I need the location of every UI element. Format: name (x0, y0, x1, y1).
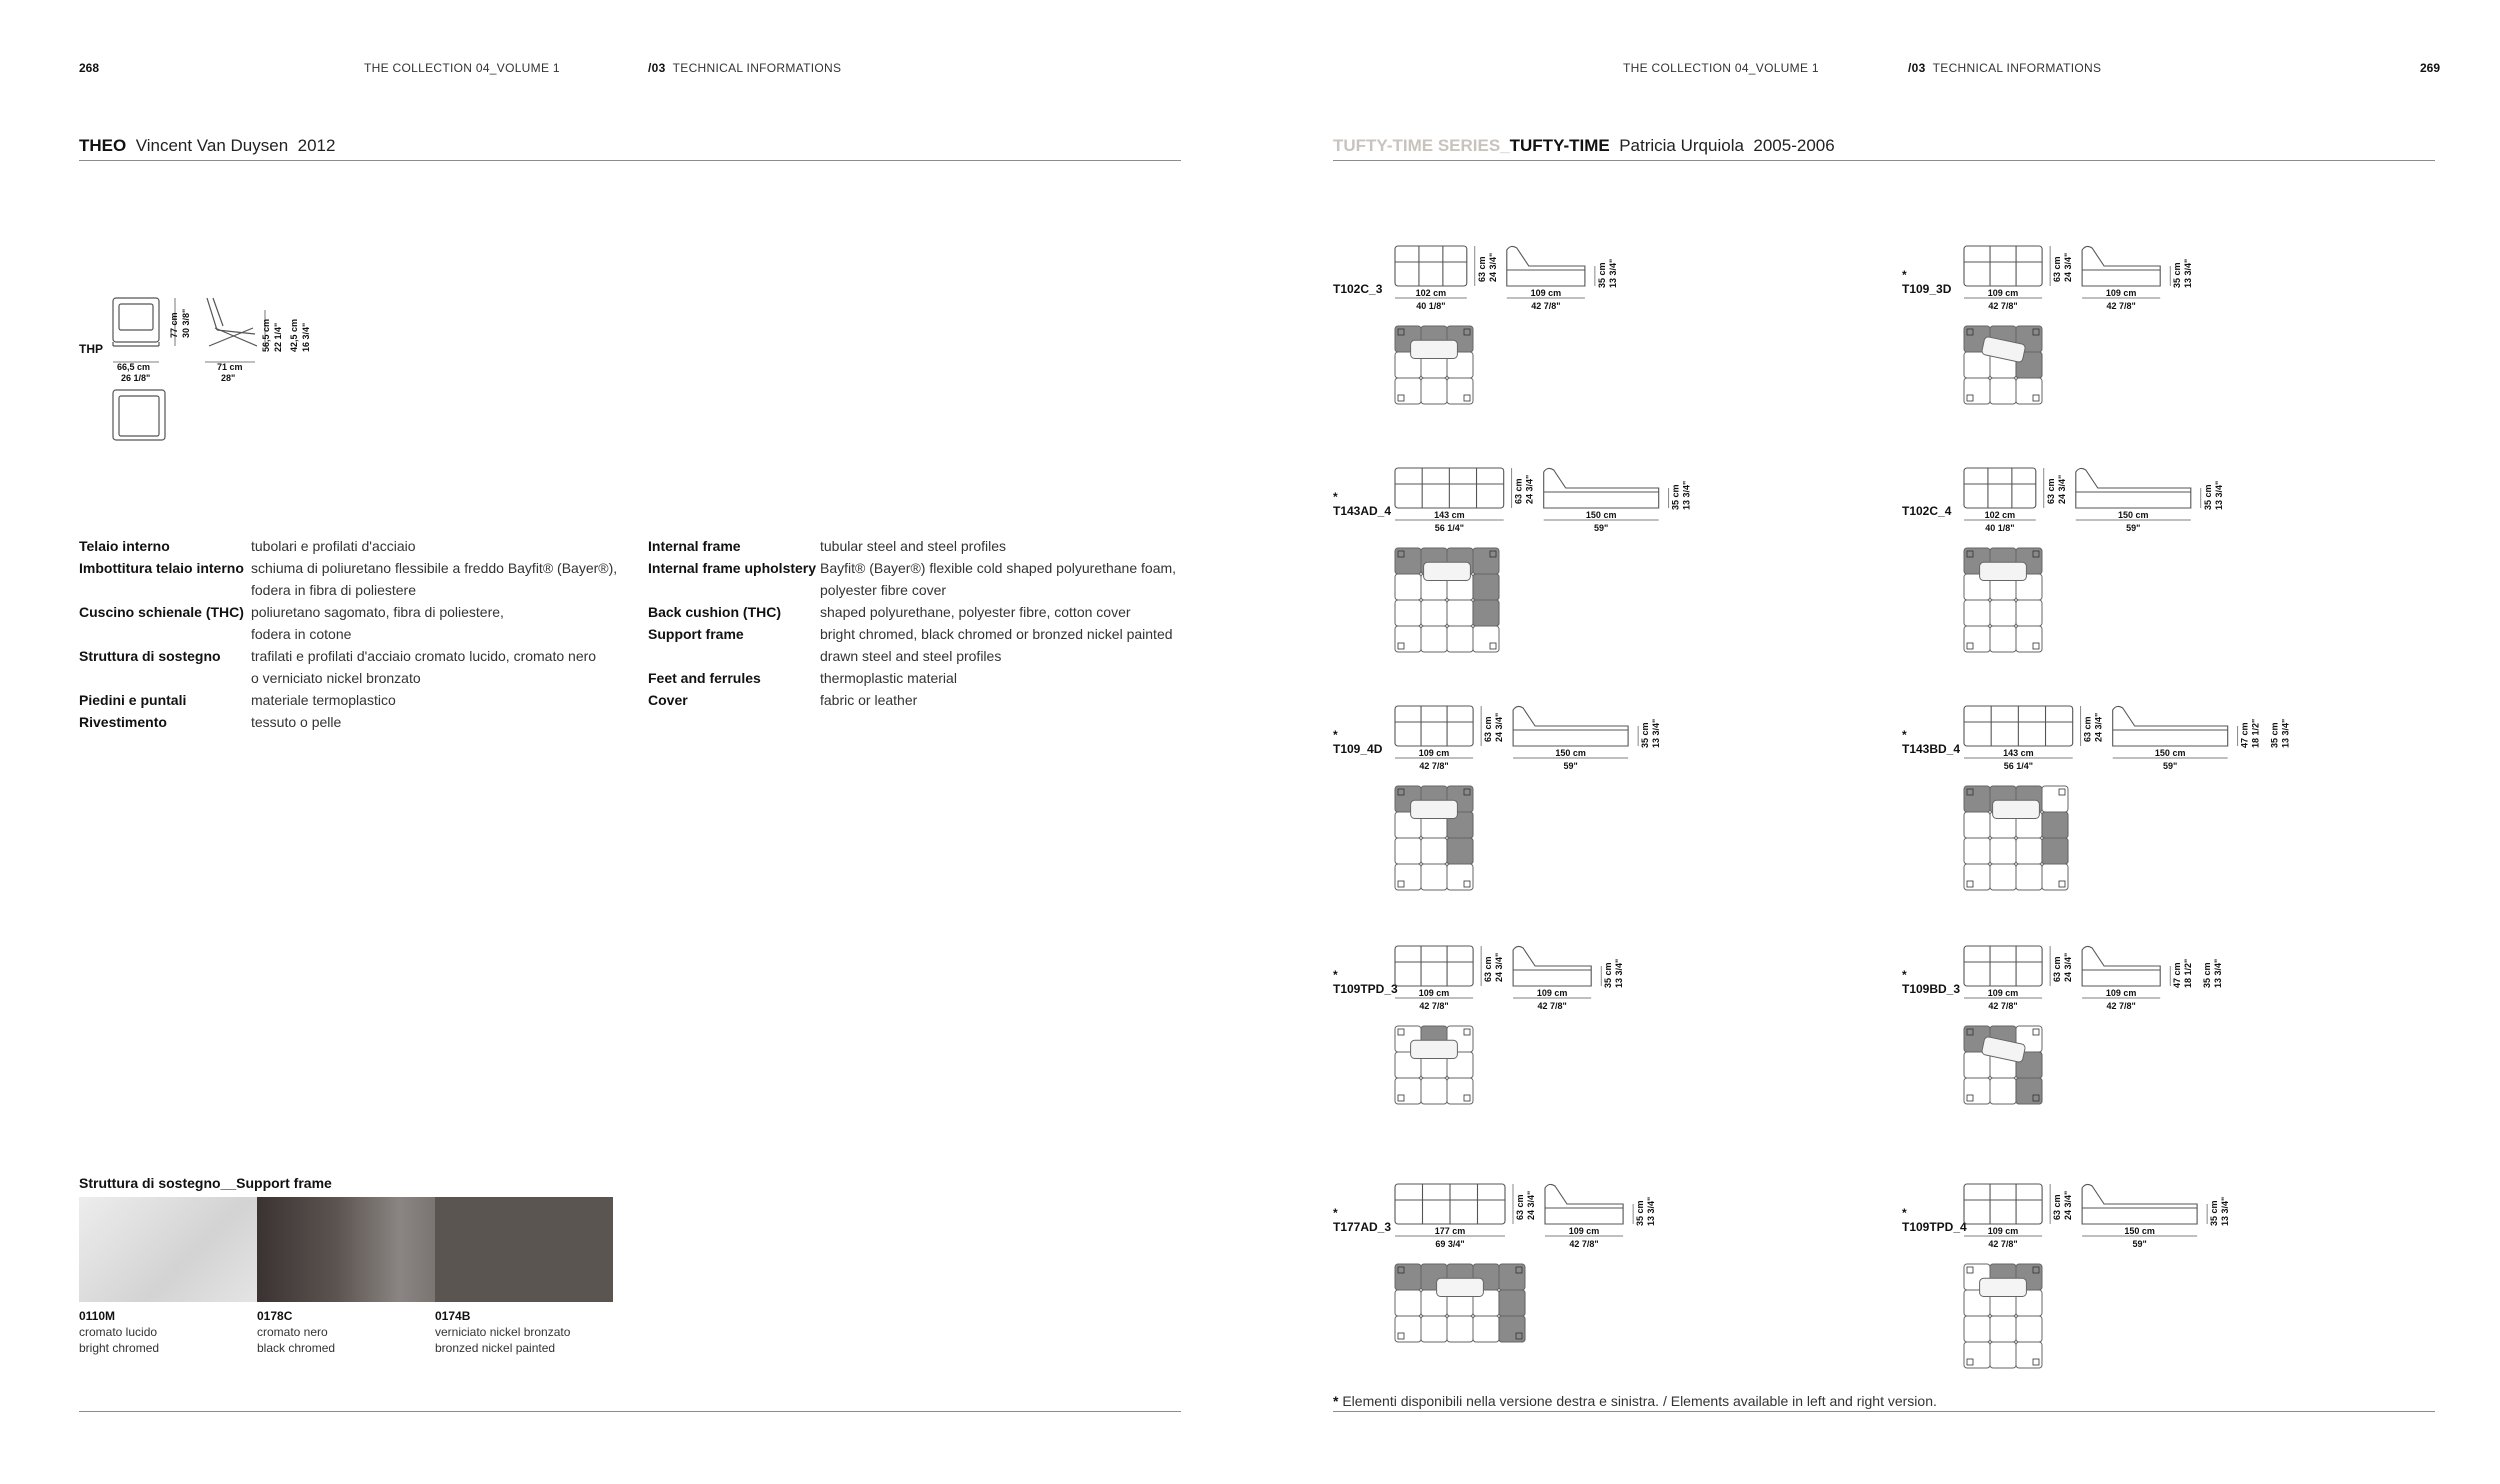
item-drawing (1393, 700, 1753, 914)
spec-row (79, 623, 617, 645)
spec-key (648, 645, 820, 667)
item-star: * (1902, 1206, 1907, 1220)
item-code: T109TPD_3 (1333, 982, 1398, 996)
right-collection-label: THE COLLECTION 04_VOLUME 1 (1623, 61, 1819, 75)
spec-value: fabric or leather (820, 692, 918, 708)
height-in: 24 3/4" (1526, 1190, 1536, 1220)
item-code: T109TPD_4 (1902, 1220, 1967, 1234)
designer-name: Patricia Urquiola (1619, 136, 1744, 155)
section-number: /03 (648, 61, 666, 75)
width-in: 56 1/4" (2003, 761, 2033, 771)
section-name: TECHNICAL INFORMATIONS (1932, 61, 2102, 75)
finish-swatch-0110m (79, 1197, 257, 1302)
plan-view (1964, 326, 2042, 404)
right-page-number: 269 (2420, 61, 2441, 75)
finish-swatch-0178c (257, 1197, 435, 1302)
item-star: * (1902, 968, 1907, 982)
depth-cm: 150 cm (1585, 510, 1617, 520)
seat-height-2-in: 13 3/4" (2213, 958, 2224, 988)
spec-key (648, 579, 820, 601)
item-drawing (1393, 462, 1753, 676)
spec-row (79, 689, 617, 711)
finish-label-0174b (435, 1308, 570, 1356)
finish-code: 0110M (79, 1309, 116, 1323)
side-elevation (1513, 946, 1591, 986)
item-code: T102C_3 (1333, 282, 1383, 296)
side-elevation (2082, 946, 2160, 986)
thp-height-cm: 77 cm (169, 312, 179, 338)
height-in: 24 3/4" (1494, 952, 1505, 982)
front-elevation (1395, 706, 1473, 746)
spec-key: Internal frame (648, 538, 741, 554)
finish-it: verniciato nickel bronzato (435, 1325, 571, 1339)
thp-seat-in: 22 1/4" (273, 322, 283, 352)
spec-key: Cover (648, 692, 688, 708)
front-elevation (1395, 246, 1467, 286)
height-cm: 63 cm (1483, 956, 1494, 982)
spec-row (79, 711, 617, 733)
seat-height-cm: 47 cm (2172, 962, 2183, 988)
height-cm: 63 cm (1476, 256, 1487, 282)
item-star: * (1902, 728, 1907, 742)
width-in: 42 7/8" (1419, 1001, 1449, 1011)
item-code: T143AD_4 (1333, 504, 1392, 518)
item-star: * (1333, 968, 1338, 982)
designer-name: Vincent Van Duysen (135, 136, 289, 155)
item-code: T109_3D (1902, 282, 1952, 296)
item-drawing (1962, 940, 2322, 1128)
left-bottom-rule (79, 1411, 1181, 1412)
plan-view (1395, 1026, 1473, 1104)
item-drawing (1962, 462, 2322, 676)
thp-arm-cm: 42,5 cm (289, 318, 299, 352)
spec-key: Support frame (648, 626, 744, 642)
height-in: 24 3/4" (2056, 474, 2067, 504)
spec-key: Piedini e puntali (79, 692, 187, 708)
item-code: T143BD_4 (1902, 742, 1961, 756)
height-cm: 63 cm (1483, 716, 1494, 742)
item-code: T109_4D (1333, 742, 1383, 756)
spec-row (79, 667, 617, 689)
width-cm: 109 cm (1987, 288, 2019, 298)
spec-row (79, 645, 617, 667)
item-star: * (1333, 490, 1338, 504)
product-name: TUFTY-TIME (1509, 136, 1610, 155)
finish-code: 0178C (257, 1309, 293, 1323)
seat-height-in: 13 3/4" (1651, 718, 1662, 748)
item-drawing (1393, 940, 1753, 1128)
spec-value: tubular steel and steel profiles (820, 538, 1006, 554)
spec-value: shaped polyurethane, polyester fibre, cotton cover (820, 604, 1131, 620)
depth-cm: 109 cm (1568, 1226, 1600, 1236)
width-cm: 143 cm (1434, 510, 1465, 520)
side-elevation (1507, 246, 1585, 286)
seat-height-cm: 35 cm (1635, 1200, 1646, 1226)
side-elevation (1513, 706, 1628, 746)
height-in: 24 3/4" (1524, 474, 1535, 504)
left-title-rule (79, 160, 1181, 161)
seat-height-in: 18 1/2" (2183, 958, 2194, 988)
product-year: 2012 (297, 136, 336, 155)
section-number: /03 (1908, 61, 1926, 75)
seat-height-in: 13 3/4" (2220, 1196, 2231, 1226)
spec-value: thermoplastic material (820, 670, 957, 686)
specs-english (648, 535, 1176, 711)
spec-value: tessuto o pelle (251, 714, 342, 730)
front-elevation (1395, 468, 1504, 508)
spec-value: schiuma di poliuretano flessibile a freddo Bayfit® (Bayer®), (251, 560, 618, 576)
width-in: 69 3/4" (1435, 1239, 1465, 1249)
depth-in: 59" (2126, 523, 2141, 533)
depth-cm: 150 cm (2124, 1226, 2155, 1236)
height-cm: 63 cm (1513, 478, 1524, 504)
width-in: 42 7/8" (1419, 761, 1449, 771)
side-elevation (1544, 468, 1659, 508)
height-cm: 63 cm (2052, 256, 2063, 282)
width-cm: 102 cm (1415, 288, 1447, 298)
depth-in: 42 7/8" (2106, 301, 2136, 311)
spec-value: trafilati e profilati d'acciaio cromato lucido, cromato nero (251, 648, 597, 664)
seat-height-2-cm: 35 cm (2269, 722, 2280, 748)
depth-in: 59" (1594, 523, 1609, 533)
width-in: 40 1/8" (1985, 523, 2015, 533)
height-cm: 63 cm (2082, 716, 2093, 742)
depth-cm: 109 cm (2105, 988, 2137, 998)
finish-code: 0174B (435, 1309, 471, 1323)
depth-cm: 109 cm (1536, 988, 1568, 998)
plan-view (1964, 1264, 2042, 1368)
spec-value: bright chromed, black chromed or bronzed nickel painted (820, 626, 1173, 642)
thp-depth-in: 28" (221, 373, 236, 383)
depth-cm: 109 cm (2105, 288, 2137, 298)
seat-height-cm: 35 cm (2202, 484, 2213, 510)
finish-label-0110m (79, 1308, 159, 1356)
right-bottom-rule (1333, 1411, 2435, 1412)
spec-value: fodera in cotone (251, 626, 352, 642)
front-elevation (1964, 468, 2036, 508)
finish-label-0178c (257, 1308, 335, 1356)
spec-key: Struttura di sostegno (79, 648, 221, 664)
depth-cm: 150 cm (1555, 748, 1586, 758)
width-in: 40 1/8" (1416, 301, 1446, 311)
spec-row (648, 645, 1176, 667)
item-code: T109BD_3 (1902, 982, 1961, 996)
availability-footnote (1333, 1393, 1937, 1409)
depth-in: 42 7/8" (1531, 301, 1561, 311)
width-in: 42 7/8" (1988, 1001, 2018, 1011)
spec-row (648, 689, 1176, 711)
plan-view (1964, 1026, 2042, 1104)
spec-row (79, 535, 617, 557)
item-drawing (1393, 240, 1753, 428)
spec-key: Cuscino schienale (THC) (79, 604, 244, 620)
thp-depth-cm: 71 cm (217, 362, 243, 372)
spec-row (648, 557, 1176, 579)
side-elevation (1545, 1184, 1623, 1224)
width-cm: 109 cm (1987, 1226, 2019, 1236)
seat-height-cm: 35 cm (1640, 722, 1651, 748)
seat-height-in: 18 1/2" (2250, 718, 2261, 748)
series-name: TUFTY-TIME SERIES_ (1333, 136, 1510, 155)
spec-key: Rivestimento (79, 714, 167, 730)
spec-key (79, 579, 251, 601)
specs-italian (79, 535, 617, 733)
seat-height-in: 13 3/4" (1614, 958, 1625, 988)
seat-height-cm: 35 cm (1670, 484, 1681, 510)
width-cm: 102 cm (1984, 510, 2016, 520)
seat-height-cm: 47 cm (2239, 722, 2250, 748)
height-cm: 63 cm (2052, 956, 2063, 982)
height-cm: 63 cm (2045, 478, 2056, 504)
width-cm: 109 cm (1987, 988, 2019, 998)
plan-view (1395, 1264, 1525, 1342)
front-elevation (1964, 1184, 2042, 1224)
spec-value: tubolari e profilati d'acciaio (251, 538, 416, 554)
spec-key: Back cushion (THC) (648, 604, 782, 620)
depth-cm: 150 cm (2154, 748, 2186, 758)
finish-it: cromato nero (257, 1325, 328, 1339)
seat-height-cm: 35 cm (2209, 1200, 2220, 1226)
seat-height-in: 13 3/4" (1681, 480, 1692, 510)
thp-height-in: 30 3/8" (181, 308, 191, 338)
thp-width-cm: 66,5 cm (117, 362, 151, 372)
spec-row (79, 601, 617, 623)
plan-view (1395, 548, 1499, 652)
front-elevation (1395, 1184, 1505, 1224)
tufty-title (1333, 136, 1835, 156)
spec-value: Bayfit® (Bayer®) flexible cold shaped polyurethane foam, (820, 560, 1177, 576)
seat-height-2-in: 13 3/4" (2280, 718, 2291, 748)
item-code: T177AD_3 (1333, 1220, 1392, 1234)
depth-in: 42 7/8" (2106, 1001, 2136, 1011)
theo-title (79, 136, 335, 156)
finish-en: bronzed nickel painted (435, 1341, 556, 1355)
width-in: 56 1/4" (1434, 523, 1464, 533)
left-section-label (648, 61, 841, 75)
plan-view (1964, 548, 2042, 652)
item-drawing (1393, 1178, 1753, 1366)
depth-cm: 150 cm (2118, 510, 2149, 520)
item-star: * (1333, 728, 1338, 742)
spec-value: o verniciato nickel bronzato (251, 670, 421, 686)
right-title-rule (1333, 160, 2435, 161)
footnote-text: Elementi disponibili nella versione destra e sinistra. / Elements available in left and right version. (1342, 1393, 1937, 1409)
spec-key: Internal frame upholstery (648, 560, 817, 576)
thp-drawing (105, 290, 325, 450)
spec-row (648, 623, 1176, 645)
spec-row (648, 601, 1176, 623)
product-code-thp: THP (79, 342, 103, 356)
seat-height-cm: 35 cm (1603, 962, 1614, 988)
height-in: 24 3/4" (1494, 712, 1505, 742)
footnote-star: * (1333, 1393, 1339, 1409)
spec-value: drawn steel and steel profiles (820, 648, 1002, 664)
depth-in: 42 7/8" (1537, 1001, 1567, 1011)
depth-in: 59" (2163, 761, 2178, 771)
side-elevation (2082, 246, 2160, 286)
product-years: 2005-2006 (1753, 136, 1835, 155)
product-name: THEO (79, 136, 127, 155)
front-elevation (1964, 946, 2042, 986)
height-cm: 63 cm (1515, 1194, 1525, 1220)
item-drawing (1962, 1178, 2322, 1392)
item-star: * (1902, 268, 1907, 282)
seat-height-in: 13 3/4" (1646, 1196, 1657, 1226)
seat-height-cm: 35 cm (1596, 262, 1607, 288)
height-in: 24 3/4" (2063, 952, 2074, 982)
item-code: T102C_4 (1902, 504, 1952, 518)
spec-key (79, 623, 251, 645)
height-in: 24 3/4" (2093, 712, 2104, 742)
front-elevation (1964, 706, 2073, 746)
plan-view (1964, 786, 2068, 890)
seat-height-in: 13 3/4" (2183, 258, 2194, 288)
depth-in: 59" (2132, 1239, 2147, 1249)
width-in: 42 7/8" (1988, 301, 2018, 311)
spec-key (79, 667, 251, 689)
spec-row (79, 557, 617, 579)
spec-row (79, 579, 617, 601)
left-page-number: 268 (79, 61, 100, 75)
seat-height-cm: 35 cm (2172, 262, 2183, 288)
finish-it: cromato lucido (79, 1325, 158, 1339)
height-cm: 63 cm (2052, 1194, 2063, 1220)
right-section-label (1908, 61, 2101, 75)
left-collection-label: THE COLLECTION 04_VOLUME 1 (364, 61, 560, 75)
depth-in: 42 7/8" (1569, 1239, 1599, 1249)
side-elevation (2082, 1184, 2197, 1224)
seat-height-in: 13 3/4" (2213, 480, 2224, 510)
section-name: TECHNICAL INFORMATIONS (672, 61, 842, 75)
height-in: 24 3/4" (2063, 252, 2074, 282)
spec-row (648, 535, 1176, 557)
spec-value: poliuretano sagomato, fibra di poliestere, (251, 604, 504, 620)
spec-value: fodera in fibra di poliestere (251, 582, 416, 598)
seat-height-2-cm: 35 cm (2202, 962, 2213, 988)
width-in: 42 7/8" (1988, 1239, 2018, 1249)
side-elevation (2076, 468, 2191, 508)
height-in: 24 3/4" (1487, 252, 1498, 282)
height-in: 24 3/4" (2063, 1190, 2074, 1220)
plan-view (1395, 326, 1473, 404)
spec-key: Imbottitura telaio interno (79, 560, 244, 576)
spec-key: Feet and ferrules (648, 670, 761, 686)
finish-en: bright chromed (79, 1341, 160, 1355)
spec-key: Telaio interno (79, 538, 170, 554)
spec-row (648, 667, 1176, 689)
thp-arm-in: 16 3/4" (301, 322, 311, 352)
plan-view (1395, 786, 1473, 890)
depth-cm: 109 cm (1530, 288, 1562, 298)
depth-in: 59" (1563, 761, 1578, 771)
thp-seat-cm: 56,5 cm (261, 318, 271, 352)
width-cm: 143 cm (2003, 748, 2034, 758)
finishes-title: Struttura di sostegno__Support frame (79, 1175, 332, 1191)
item-drawing (1962, 700, 2322, 914)
front-elevation (1395, 946, 1473, 986)
item-star: * (1333, 1206, 1338, 1220)
item-drawing (1962, 240, 2322, 428)
width-cm: 109 cm (1418, 988, 1450, 998)
finish-en: black chromed (257, 1341, 336, 1355)
spec-value: materiale termoplastico (251, 692, 396, 708)
spec-value: polyester fibre cover (820, 582, 947, 598)
thp-width-in: 26 1/8" (121, 373, 151, 383)
seat-height-in: 13 3/4" (1607, 258, 1618, 288)
finish-swatch-0174b (435, 1197, 613, 1302)
spec-row (648, 579, 1176, 601)
width-cm: 177 cm (1434, 1226, 1466, 1236)
width-cm: 109 cm (1418, 748, 1450, 758)
front-elevation (1964, 246, 2042, 286)
side-elevation (2113, 706, 2228, 746)
